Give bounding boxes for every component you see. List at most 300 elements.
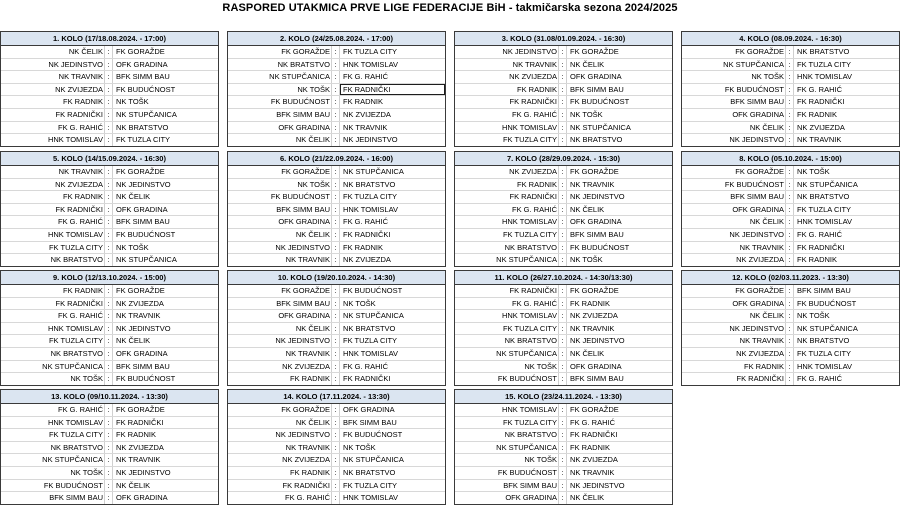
separator-cell[interactable]: : [785, 122, 794, 134]
away-team-cell[interactable]: NK TOŠK [343, 298, 376, 308]
home-team-cell[interactable]: NK TRAVNIK [285, 255, 330, 265]
home-team-cell[interactable]: FK GORAŽDE [281, 47, 330, 56]
away-team-cell[interactable]: NK BRATSTVO [116, 122, 169, 132]
away-team-cell[interactable]: BFK SIMM BAU [116, 72, 170, 82]
away-team-cell[interactable]: NK TOŠK [116, 97, 149, 107]
away-team-cell[interactable]: BFK SIMM BAU [116, 361, 170, 371]
away-team-cell[interactable]: NK STUPČANICA [797, 179, 858, 189]
away-team-cell[interactable]: NK ZVIJEZDA [570, 455, 618, 465]
separator-cell[interactable]: : [331, 166, 340, 178]
away-team-cell[interactable]: BFK SIMM BAU [570, 229, 624, 239]
home-team-cell[interactable]: OFK GRADINA [732, 204, 784, 214]
round-header[interactable]: 12. KOLO (02/03.11.2023. - 13:30) [682, 271, 899, 285]
separator-cell[interactable]: : [331, 254, 340, 266]
home-team-cell[interactable]: NK TOŠK [297, 84, 330, 94]
home-team-cell[interactable]: FK RADNIČKI [509, 192, 557, 202]
separator-cell[interactable]: : [104, 285, 113, 297]
separator-cell[interactable]: : [104, 480, 113, 492]
separator-cell[interactable]: : [785, 373, 794, 385]
away-team-cell[interactable]: NK JEDINSTVO [343, 135, 398, 145]
away-team-cell[interactable]: NK TOŠK [116, 242, 149, 252]
separator-cell[interactable]: : [104, 242, 113, 254]
home-team-cell[interactable]: FK G. RAHIĆ [57, 311, 103, 321]
away-team-cell[interactable]: NK ČELIK [116, 336, 151, 346]
separator-cell[interactable]: : [558, 323, 567, 335]
away-team-cell[interactable]: NK TRAVNIK [570, 467, 615, 477]
away-team-cell[interactable]: FK BUDUĆNOST [797, 298, 857, 308]
separator-cell[interactable]: : [104, 429, 113, 441]
home-team-cell[interactable]: HNK TOMISLAV [501, 405, 557, 414]
separator-cell[interactable]: : [558, 335, 567, 347]
home-team-cell[interactable]: NK BRATSTVO [50, 255, 103, 265]
home-team-cell[interactable]: FK G. RAHIĆ [57, 122, 103, 132]
away-team-cell[interactable]: BFK SIMM BAU [116, 217, 170, 227]
separator-cell[interactable]: : [785, 310, 794, 322]
separator-cell[interactable]: : [558, 59, 567, 71]
separator-cell[interactable]: : [785, 323, 794, 335]
home-team-cell[interactable]: NK TOŠK [297, 179, 330, 189]
separator-cell[interactable]: : [558, 404, 567, 416]
home-team-cell[interactable]: OFK GRADINA [732, 298, 784, 308]
away-team-cell[interactable]: NK ZVIJEZDA [116, 298, 164, 308]
home-team-cell[interactable]: FK G. RAHIĆ [57, 405, 103, 414]
separator-cell[interactable]: : [558, 348, 567, 360]
away-team-cell[interactable]: HNK TOMISLAV [343, 59, 399, 69]
separator-cell[interactable]: : [331, 492, 340, 504]
separator-cell[interactable]: : [331, 480, 340, 492]
home-team-cell[interactable]: NK TRAVNIK [512, 59, 557, 69]
separator-cell[interactable]: : [104, 166, 113, 178]
away-team-cell[interactable]: FK RADNIČKI [116, 417, 164, 427]
separator-cell[interactable]: : [331, 46, 340, 58]
home-team-cell[interactable]: NK BRATSTVO [50, 348, 103, 358]
away-team-cell[interactable]: FK BUDUĆNOST [570, 97, 630, 107]
home-team-cell[interactable]: NK ČELIK [295, 135, 330, 145]
home-team-cell[interactable]: FK G. RAHIĆ [511, 298, 557, 308]
separator-cell[interactable]: : [104, 191, 113, 203]
separator-cell[interactable]: : [331, 216, 340, 228]
separator-cell[interactable]: : [558, 191, 567, 203]
away-team-cell[interactable]: NK ČELIK [570, 59, 605, 69]
separator-cell[interactable]: : [785, 109, 794, 121]
separator-cell[interactable]: : [331, 191, 340, 203]
away-team-cell[interactable]: FK G. RAHIĆ [797, 84, 843, 94]
home-team-cell[interactable]: HNK TOMISLAV [47, 417, 103, 427]
away-team-cell[interactable]: FK RADNIK [570, 442, 611, 452]
home-team-cell[interactable]: BFK SIMM BAU [730, 97, 784, 107]
away-team-cell[interactable]: FK RADNIČKI [570, 430, 618, 440]
home-team-cell[interactable]: FK TUZLA CITY [502, 323, 557, 333]
home-team-cell[interactable]: HNK TOMISLAV [47, 323, 103, 333]
separator-cell[interactable]: : [331, 109, 340, 121]
away-team-cell[interactable]: NK ZVIJEZDA [570, 311, 618, 321]
away-team-cell[interactable]: HNK TOMISLAV [343, 204, 399, 214]
separator-cell[interactable]: : [558, 229, 567, 241]
separator-cell[interactable]: : [104, 310, 113, 322]
away-team-cell[interactable]: NK TRAVNIK [343, 122, 388, 132]
away-team-cell[interactable]: FK GORAŽDE [570, 286, 619, 295]
separator-cell[interactable]: : [104, 404, 113, 416]
home-team-cell[interactable]: NK TOŠK [70, 374, 103, 384]
away-team-cell[interactable]: FK BUDUĆNOST [570, 242, 630, 252]
home-team-cell[interactable]: BFK SIMM BAU [276, 298, 330, 308]
away-team-cell[interactable]: NK JEDINSTVO [570, 480, 625, 490]
away-team-cell[interactable]: NK ZVIJEZDA [797, 122, 845, 132]
away-team-cell[interactable]: BFK SIMM BAU [570, 84, 624, 94]
away-team-cell[interactable]: NK TOŠK [343, 442, 376, 452]
home-team-cell[interactable]: FK RADNIK [289, 374, 330, 384]
away-team-cell[interactable]: FK RADNIČKI [343, 374, 391, 384]
separator-cell[interactable]: : [104, 442, 113, 454]
home-team-cell[interactable]: NK JEDINSTVO [729, 229, 784, 239]
home-team-cell[interactable]: FK BUDUĆNOST [724, 84, 784, 94]
separator-cell[interactable]: : [104, 467, 113, 479]
separator-cell[interactable]: : [558, 480, 567, 492]
home-team-cell[interactable]: FK BUDUĆNOST [270, 192, 330, 202]
away-team-cell[interactable]: NK BRATSTVO [797, 336, 850, 346]
home-team-cell[interactable]: NK ZVIJEZDA [509, 167, 557, 176]
separator-cell[interactable]: : [558, 310, 567, 322]
home-team-cell[interactable]: FK GORAŽDE [735, 167, 784, 176]
away-team-cell[interactable]: BFK SIMM BAU [797, 286, 851, 295]
away-team-cell[interactable]: NK TRAVNIK [570, 323, 615, 333]
home-team-cell[interactable]: NK TRAVNIK [739, 336, 784, 346]
home-team-cell[interactable]: NK TRAVNIK [285, 442, 330, 452]
separator-cell[interactable]: : [104, 373, 113, 385]
away-team-cell[interactable]: NK ČELIK [570, 348, 605, 358]
home-team-cell[interactable]: FK RADNIK [289, 467, 330, 477]
home-team-cell[interactable]: FK RADNIČKI [55, 298, 103, 308]
separator-cell[interactable]: : [331, 59, 340, 71]
away-team-cell[interactable]: NK TRAVNIK [116, 311, 161, 321]
separator-cell[interactable]: : [558, 417, 567, 429]
away-team-cell[interactable]: FK GORAŽDE [116, 286, 165, 295]
home-team-cell[interactable]: NK TRAVNIK [58, 167, 103, 176]
away-team-cell[interactable]: NK ZVIJEZDA [343, 255, 391, 265]
home-team-cell[interactable]: HNK TOMISLAV [501, 311, 557, 321]
separator-cell[interactable]: : [331, 84, 340, 96]
home-team-cell[interactable]: NK JEDINSTVO [502, 47, 557, 56]
home-team-cell[interactable]: NK ZVIJEZDA [282, 361, 330, 371]
away-team-cell[interactable]: FK RADNIČKI [343, 229, 391, 239]
home-team-cell[interactable]: FK BUDUĆNOST [497, 467, 557, 477]
separator-cell[interactable]: : [785, 298, 794, 310]
separator-cell[interactable]: : [331, 417, 340, 429]
separator-cell[interactable]: : [104, 109, 113, 121]
home-team-cell[interactable]: NK TRAVNIK [58, 72, 103, 82]
away-team-cell[interactable]: FK G. RAHIĆ [797, 374, 843, 384]
home-team-cell[interactable]: NK JEDINSTVO [48, 59, 103, 69]
away-team-cell[interactable]: NK TRAVNIK [116, 455, 161, 465]
separator-cell[interactable]: : [331, 467, 340, 479]
away-team-cell[interactable]: FK BUDUĆNOST [116, 84, 176, 94]
away-team-cell[interactable]: OFK GRADINA [116, 59, 168, 69]
away-team-cell[interactable]: NK TRAVNIK [797, 135, 842, 145]
home-team-cell[interactable]: HNK TOMISLAV [501, 217, 557, 227]
away-team-cell[interactable]: HNK TOMISLAV [343, 348, 399, 358]
home-team-cell[interactable]: NK STUPČANICA [496, 348, 557, 358]
home-team-cell[interactable]: NK ZVIJEZDA [282, 455, 330, 465]
home-team-cell[interactable]: FK GORAŽDE [281, 167, 330, 176]
away-team-cell[interactable]: FK TUZLA CITY [343, 192, 398, 202]
home-team-cell[interactable]: BFK SIMM BAU [730, 192, 784, 202]
away-team-cell[interactable]: FK RADNIK [570, 298, 611, 308]
home-team-cell[interactable]: NK BRATSTVO [277, 59, 330, 69]
separator-cell[interactable]: : [104, 71, 113, 83]
away-team-cell[interactable]: FK G. RAHIĆ [343, 361, 389, 371]
home-team-cell[interactable]: FK TUZLA CITY [48, 242, 103, 252]
home-team-cell[interactable]: FK RADNIK [62, 192, 103, 202]
away-team-cell[interactable]: FK RADNIK [797, 109, 838, 119]
separator-cell[interactable]: : [558, 442, 567, 454]
home-team-cell[interactable]: FK TUZLA CITY [502, 135, 557, 145]
round-header[interactable]: 3. KOLO (31.08/01.09.2024. - 16:30) [455, 32, 672, 46]
home-team-cell[interactable]: FK GORAŽDE [735, 47, 784, 56]
away-team-cell[interactable]: FK G. RAHIĆ [343, 72, 389, 82]
home-team-cell[interactable]: FK G. RAHIĆ [511, 109, 557, 119]
home-team-cell[interactable]: NK ZVIJEZDA [55, 179, 103, 189]
separator-cell[interactable]: : [558, 254, 567, 266]
home-team-cell[interactable]: FK RADNIČKI [509, 286, 557, 295]
home-team-cell[interactable]: NK STUPČANICA [496, 255, 557, 265]
home-team-cell[interactable]: NK TRAVNIK [285, 348, 330, 358]
away-team-cell[interactable]: FK TUZLA CITY [343, 480, 398, 490]
away-team-cell[interactable]: NK STUPČANICA [570, 122, 631, 132]
separator-cell[interactable]: : [558, 467, 567, 479]
away-team-cell[interactable]: NK JEDINSTVO [570, 192, 625, 202]
home-team-cell[interactable]: FK G. RAHIĆ [284, 493, 330, 503]
separator-cell[interactable]: : [331, 242, 340, 254]
away-team-cell[interactable]: FK BUDUĆNOST [343, 430, 403, 440]
away-team-cell[interactable]: FK RADNIČKI [797, 242, 845, 252]
home-team-cell[interactable]: HNK TOMISLAV [47, 229, 103, 239]
separator-cell[interactable]: : [331, 134, 340, 146]
away-team-cell[interactable]: HNK TOMISLAV [343, 493, 399, 503]
away-team-cell[interactable]: NK TOŠK [797, 311, 830, 321]
home-team-cell[interactable]: NK ČELIK [295, 417, 330, 427]
away-team-cell[interactable]: NK ČELIK [116, 480, 151, 490]
separator-cell[interactable]: : [331, 298, 340, 310]
home-team-cell[interactable]: FK TUZLA CITY [502, 417, 557, 427]
separator-cell[interactable]: : [104, 323, 113, 335]
away-team-cell[interactable]: HNK TOMISLAV [797, 72, 853, 82]
separator-cell[interactable]: : [558, 298, 567, 310]
separator-cell[interactable]: : [104, 361, 113, 373]
home-team-cell[interactable]: NK STUPČANICA [723, 59, 784, 69]
round-header[interactable]: 10. KOLO (19/20.10.2024. - 14:30) [228, 271, 445, 285]
separator-cell[interactable]: : [558, 285, 567, 297]
separator-cell[interactable]: : [331, 454, 340, 466]
home-team-cell[interactable]: NK ZVIJEZDA [55, 84, 103, 94]
round-header[interactable]: 5. KOLO (14/15.09.2024. - 16:30) [1, 152, 218, 166]
home-team-cell[interactable]: NK TRAVNIK [739, 242, 784, 252]
away-team-cell[interactable]: OFK GRADINA [343, 405, 395, 414]
away-team-cell[interactable]: FK TUZLA CITY [797, 348, 852, 358]
separator-cell[interactable]: : [331, 373, 340, 385]
round-header[interactable]: 7. KOLO (28/29.09.2024. - 15:30) [455, 152, 672, 166]
separator-cell[interactable]: : [104, 348, 113, 360]
separator-cell[interactable]: : [331, 404, 340, 416]
away-team-cell[interactable]: HNK TOMISLAV [797, 361, 853, 371]
away-team-cell[interactable]: NK STUPČANICA [116, 109, 177, 119]
away-team-cell[interactable]: FK G. RAHIĆ [570, 417, 616, 427]
away-team-cell[interactable]: OFK GRADINA [116, 348, 168, 358]
home-team-cell[interactable]: FK GORAŽDE [281, 286, 330, 295]
away-team-cell[interactable]: HNK TOMISLAV [797, 217, 853, 227]
home-team-cell[interactable]: FK RADNIČKI [282, 480, 330, 490]
round-header[interactable]: 13. KOLO (09/10.11.2024. - 13:30) [1, 390, 218, 404]
away-team-cell[interactable]: FK BUDUĆNOST [343, 286, 403, 295]
away-team-cell[interactable]: FK GORAŽDE [570, 167, 619, 176]
away-team-cell[interactable]: NK STUPČANICA [343, 311, 404, 321]
round-header[interactable]: 4. KOLO (08.09.2024. - 16:30) [682, 32, 899, 46]
separator-cell[interactable]: : [558, 373, 567, 385]
home-team-cell[interactable]: NK ČELIK [749, 311, 784, 321]
away-team-cell[interactable]: NK BRATSTVO [797, 47, 850, 56]
separator-cell[interactable]: : [558, 109, 567, 121]
separator-cell[interactable]: : [558, 492, 567, 504]
home-team-cell[interactable]: FK RADNIČKI [509, 97, 557, 107]
away-team-cell[interactable]: FK G. RAHIĆ [343, 217, 389, 227]
home-team-cell[interactable]: FK BUDUĆNOST [724, 179, 784, 189]
separator-cell[interactable]: : [785, 335, 794, 347]
separator-cell[interactable]: : [331, 285, 340, 297]
separator-cell[interactable]: : [104, 204, 113, 216]
round-header[interactable]: 11. KOLO (26/27.10.2024. - 14:30/13:30) [455, 271, 672, 285]
away-team-cell[interactable]: NK ČELIK [116, 192, 151, 202]
away-team-cell[interactable]: NK ČELIK [570, 204, 605, 214]
home-team-cell[interactable]: NK BRATSTVO [504, 430, 557, 440]
separator-cell[interactable]: : [785, 166, 794, 178]
away-team-cell[interactable]: FK TUZLA CITY [797, 204, 852, 214]
home-team-cell[interactable]: FK BUDUĆNOST [497, 374, 557, 384]
home-team-cell[interactable]: FK RADNIČKI [736, 374, 784, 384]
away-team-cell[interactable]: FK TUZLA CITY [797, 59, 852, 69]
separator-cell[interactable]: : [331, 229, 340, 241]
home-team-cell[interactable]: BFK SIMM BAU [276, 109, 330, 119]
separator-cell[interactable]: : [331, 96, 340, 108]
home-team-cell[interactable]: NK JEDINSTVO [275, 242, 330, 252]
away-team-cell[interactable]: NK STUPČANICA [343, 455, 404, 465]
home-team-cell[interactable]: FK GORAŽDE [735, 286, 784, 295]
away-team-cell[interactable]: NK JEDINSTVO [570, 336, 625, 346]
separator-cell[interactable]: : [104, 46, 113, 58]
separator-cell[interactable]: : [785, 84, 794, 96]
round-header[interactable]: 8. KOLO (05.10.2024. - 15:00) [682, 152, 899, 166]
away-team-cell[interactable]: FK RADNIK [343, 97, 384, 107]
round-header[interactable]: 1. KOLO (17/18.08.2024. - 17:00) [1, 32, 218, 46]
separator-cell[interactable]: : [785, 216, 794, 228]
home-team-cell[interactable]: NK STUPČANICA [42, 455, 103, 465]
home-team-cell[interactable]: FK BUDUĆNOST [43, 480, 103, 490]
away-team-cell[interactable]: OFK GRADINA [570, 361, 622, 371]
separator-cell[interactable]: : [558, 166, 567, 178]
away-team-cell[interactable]: FK RADNIK [797, 255, 838, 265]
away-team-cell[interactable]: FK GORAŽDE [570, 47, 619, 56]
separator-cell[interactable]: : [785, 229, 794, 241]
away-team-cell[interactable]: NK BRATSTVO [343, 323, 396, 333]
separator-cell[interactable]: : [785, 179, 794, 191]
away-team-cell[interactable]: FK RADNIK [343, 242, 384, 252]
away-team-cell[interactable]: NK ZVIJEZDA [116, 442, 164, 452]
away-team-cell[interactable]: FK GORAŽDE [116, 47, 165, 56]
home-team-cell[interactable]: OFK GRADINA [505, 493, 557, 503]
away-team-cell[interactable]: FK G. RAHIĆ [797, 229, 843, 239]
separator-cell[interactable]: : [785, 348, 794, 360]
separator-cell[interactable]: : [331, 323, 340, 335]
away-team-cell[interactable]: FK RADNIČKI [797, 97, 845, 107]
separator-cell[interactable]: : [558, 71, 567, 83]
away-team-cell[interactable]: NK JEDINSTVO [116, 467, 171, 477]
home-team-cell[interactable]: FK BUDUĆNOST [270, 97, 330, 107]
away-team-cell[interactable]: NK BRATSTVO [797, 192, 850, 202]
home-team-cell[interactable]: BFK SIMM BAU [276, 204, 330, 214]
home-team-cell[interactable]: FK RADNIK [516, 179, 557, 189]
home-team-cell[interactable]: NK STUPČANICA [269, 72, 330, 82]
separator-cell[interactable]: : [785, 71, 794, 83]
home-team-cell[interactable]: NK JEDINSTVO [275, 336, 330, 346]
separator-cell[interactable]: : [104, 216, 113, 228]
separator-cell[interactable]: : [558, 179, 567, 191]
separator-cell[interactable]: : [104, 254, 113, 266]
away-team-cell[interactable]: NK ZVIJEZDA [343, 109, 391, 119]
home-team-cell[interactable]: NK JEDINSTVO [275, 430, 330, 440]
away-team-cell[interactable]: NK ČELIK [570, 493, 605, 503]
away-team-cell[interactable]: BFK SIMM BAU [343, 417, 397, 427]
away-team-cell[interactable]: NK TOŠK [797, 167, 830, 176]
separator-cell[interactable]: : [331, 71, 340, 83]
home-team-cell[interactable]: FK RADNIČKI [55, 109, 103, 119]
separator-cell[interactable]: : [104, 84, 113, 96]
home-team-cell[interactable]: NK STUPČANICA [42, 361, 103, 371]
separator-cell[interactable]: : [104, 59, 113, 71]
away-team-cell[interactable]: NK BRATSTVO [343, 467, 396, 477]
away-team-cell[interactable]: FK BUDUĆNOST [116, 374, 176, 384]
home-team-cell[interactable]: BFK SIMM BAU [503, 480, 557, 490]
separator-cell[interactable]: : [785, 59, 794, 71]
separator-cell[interactable]: : [558, 242, 567, 254]
separator-cell[interactable]: : [558, 122, 567, 134]
away-team-cell[interactable]: NK TRAVNIK [570, 179, 615, 189]
separator-cell[interactable]: : [331, 442, 340, 454]
separator-cell[interactable]: : [104, 335, 113, 347]
separator-cell[interactable]: : [785, 134, 794, 146]
away-team-cell[interactable]: NK JEDINSTVO [116, 179, 171, 189]
separator-cell[interactable]: : [331, 348, 340, 360]
round-header[interactable]: 6. KOLO (21/22.09.2024. - 16:00) [228, 152, 445, 166]
home-team-cell[interactable]: FK RADNIK [62, 286, 103, 295]
away-team-cell[interactable]: FK TUZLA CITY [116, 135, 171, 145]
away-team-cell[interactable]: OFK GRADINA [116, 204, 168, 214]
home-team-cell[interactable]: OFK GRADINA [278, 122, 330, 132]
home-team-cell[interactable]: HNK TOMISLAV [47, 135, 103, 145]
separator-cell[interactable]: : [558, 134, 567, 146]
home-team-cell[interactable]: FK G. RAHIĆ [57, 217, 103, 227]
away-team-cell[interactable]: NK STUPČANICA [116, 255, 177, 265]
away-team-cell[interactable]: NK TOŠK [570, 255, 603, 265]
separator-cell[interactable]: : [331, 179, 340, 191]
separator-cell[interactable]: : [331, 429, 340, 441]
home-team-cell[interactable]: NK JEDINSTVO [729, 135, 784, 145]
separator-cell[interactable]: : [331, 335, 340, 347]
separator-cell[interactable]: : [558, 204, 567, 216]
away-team-cell[interactable]: BFK SIMM BAU [570, 374, 624, 384]
separator-cell[interactable]: : [331, 204, 340, 216]
away-team-cell[interactable]: FK RADNIČKI [340, 84, 445, 96]
home-team-cell[interactable]: NK JEDINSTVO [729, 323, 784, 333]
separator-cell[interactable]: : [104, 179, 113, 191]
away-team-cell[interactable]: NK TOŠK [570, 109, 603, 119]
